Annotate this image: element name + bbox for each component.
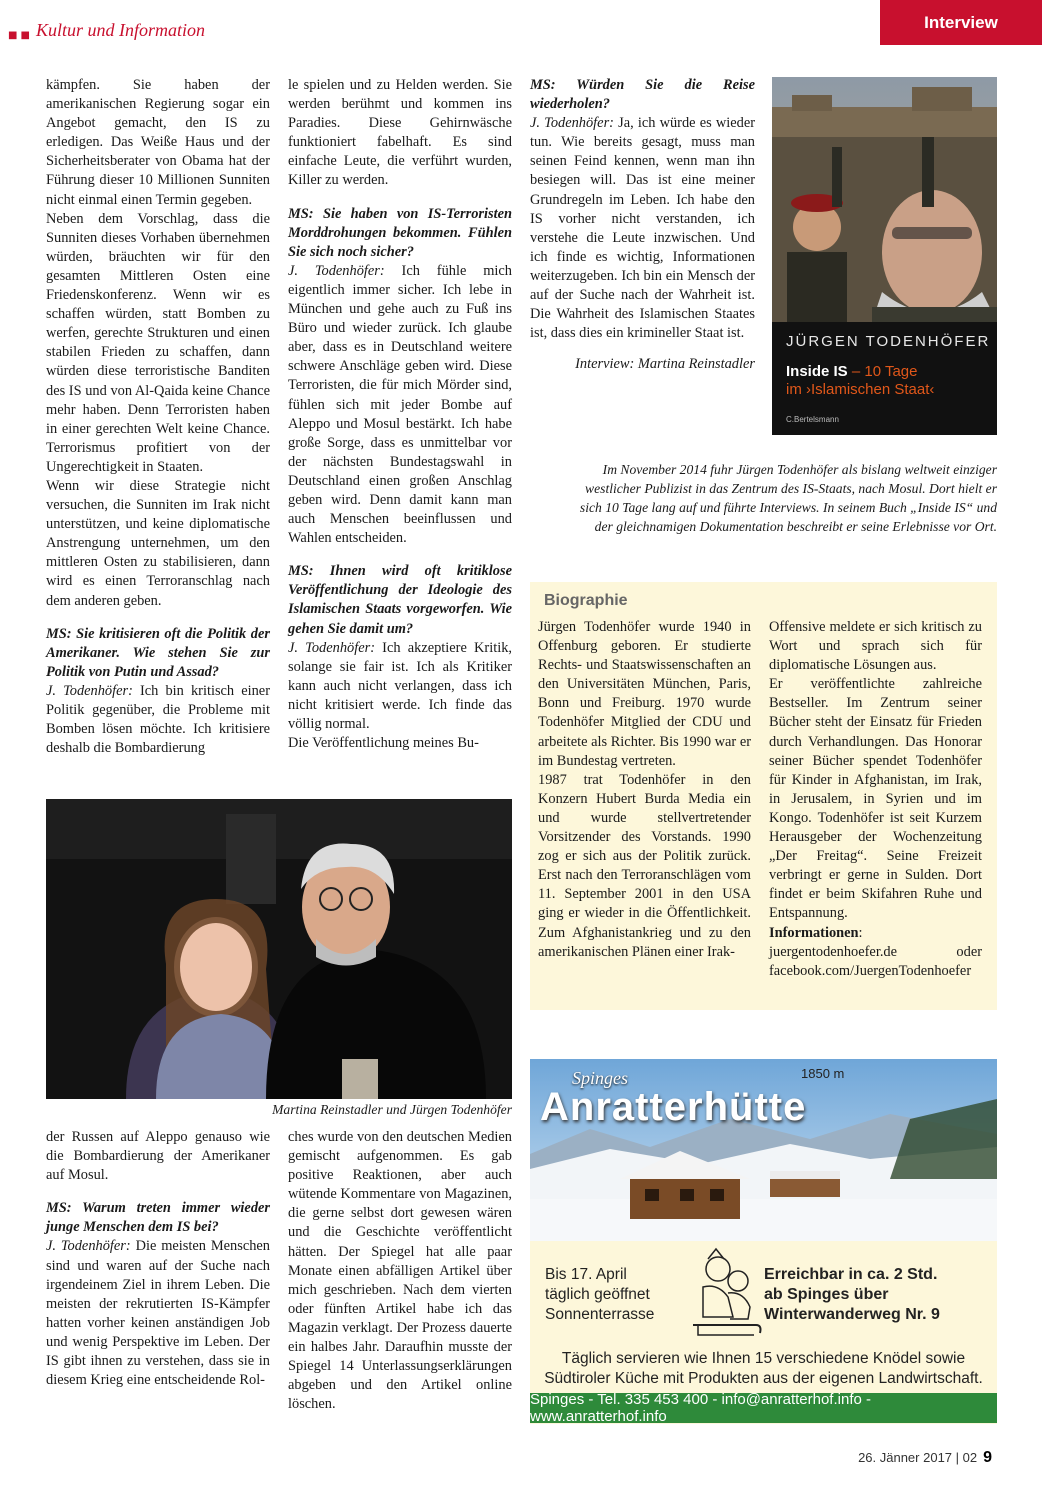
biography-heading: Biographie (544, 592, 628, 609)
biography-box (530, 582, 997, 1010)
ad-opening: Bis 17. April täglich geöffnet Sonnenterrasse (545, 1266, 655, 1323)
ad-info (530, 1241, 997, 1424)
sledge-mascot-icon (688, 1247, 763, 1345)
ad-reachability: Erreichbar in ca. 2 Std. ab Spinges über Winterwanderweg Nr. 9 (764, 1266, 940, 1323)
answer: J. Todenhöfer: Ich fühle mich eigentlich immer sicher. Ich lebe in München und gehe auch zu Fuß ins Büro und wieder zurück. Ich glaube aber, dass es in Deutschland weitere schwere Anschläge geben wird. Diese Terroristen, die für mich Mörder sind, fühlen sich mit jeder Bombe auf Aleppo und Mosul bestärkt. Ich habe große Sorge, dass es unmittelbar vor der nächsten Bundestagswahl in Deutschland einen großen Anschlag geben wird. Denn damit kann man auch Menschen beeinflussen und Wahlen entscheiden. (288, 262, 513, 547)
ad-contact-bar: Spinges - Tel. 335 453 400 - info@anratterhof.info - www.anratterhof.info (530, 1393, 997, 1423)
paragraph: Jürgen Todenhöfer wurde 1940 in Offenburg geboren. Er studierte Rechts- und Staatswissenschaften an den Universitäten München, Paris, Bonn und Freiburg. 1970 wurde Todenhöfer Mitglied der CDU und arbeitete als Richter. Bis 1990 war er im Bundestag vertreten. (538, 619, 751, 769)
book-subtitle: im ›Islamischen Staat‹ (786, 381, 935, 398)
paragraph: Neben dem Vorschlag, dass die Sunniten dieses Vorhaben übernehmen würden, bräuchten wir für den gesamten Mittleren Osten eine Friedenskonferenz. Wenn wir es schaffen würden, statt Bomben zu werfen, gerechte Strukturen und einen stabilen Frieden zu schaffen, dann würden diese terroristische Banditen des IS und von Al-Qaida keine Chance mehr haben. Denn Terroristen haben in einer gerechten Welt keine Chance. Terrorismus profitiert von der Ungerechtigkeit in Staaten. (46, 210, 270, 475)
info-label: Informationen (769, 924, 859, 941)
column-1-bottom (46, 1128, 270, 1390)
paragraph: Er veröffentlichte zahlreiche Bestseller. Im Zentrum seiner Bücher steht der Einsatz für Frieden durch Verhandlungen. Das Honorar seiner Bücher spendet Todenhöfer für Kinder in Afghanistan, im Irak, in Jerusalem, in Syrien und im Kongo. Todenhöfer ist seit Kurzem Herausgeber der Wochenzeitung „Der Freitag“. Seine Freizeit verbringt er gerne in Sulden. Dort findet er beim Skifahren Ruhe und Entspannung. (769, 676, 982, 922)
book-author: JÜRGEN TODENHÖFER (786, 333, 991, 350)
answer: J. Todenhöfer: Ich bin kritisch einer Politik gegenüber, die Probleme mit Bomben lösen möchte. Ich kritisiere deshalb die Bombardierung (46, 682, 270, 757)
book-cover-photo (772, 77, 997, 322)
biography-column-2 (769, 618, 982, 981)
question: MS: Würden Sie die Reise wiederholen? (530, 77, 755, 113)
advertisement (530, 1059, 997, 1424)
paragraph: Offensive meldete er sich kritisch zu Wort und sprach sich für diplomatische Lösungen aus. (769, 619, 982, 674)
ad-altitude: 1850 m (801, 1066, 845, 1081)
question: MS: Sie kritisieren oft die Politik der Amerikaner. Wie stehen Sie zur Politik von Putin und Assad? (46, 625, 270, 680)
column-1 (46, 76, 270, 758)
issue-date: 26. Jänner 2017 | 02 (858, 1450, 978, 1465)
photo-caption: Martina Reinstadler und Jürgen Todenhöfer (272, 1102, 512, 1117)
book-title: Inside IS – 10 Tage (786, 363, 918, 380)
page-footer (858, 1449, 992, 1467)
answer: J. Todenhöfer: Ich akzeptiere Kritik, solange sie fair ist. Ich als Kritiker kann auch nicht verlangen, dass ich nicht kritisiert werde. Ich finde das völlig normal. (288, 639, 513, 732)
speaker: J. Todenhöfer: (288, 639, 375, 656)
column-2 (288, 76, 512, 753)
header-dots: ■■ (8, 30, 33, 41)
speaker: J. Todenhöfer: (46, 682, 133, 699)
question: MS: Sie haben von IS-Terroristen Morddrohungen bekommen. Fühlen Sie sich noch sicher? (288, 205, 512, 260)
ad-spinges: Spinges (572, 1068, 628, 1088)
paragraph: der Russen auf Aleppo genauso wie die Bombardierung der Amerikaner auf Mosul. (46, 1129, 270, 1184)
biography-column-1 (538, 618, 751, 962)
question: MS: Ihnen wird oft kritiklose Veröffentlichung der Ideologie des Islamischen Staats vorgeworfen. Wie gehen Sie damit um? (288, 563, 512, 637)
interview-tag: Interview (880, 0, 1042, 45)
page-number: 9 (983, 1449, 992, 1466)
info-line: Informationen: juergentodenhoefer.de oder facebook.com/JuergenTodenhoefer (769, 924, 982, 979)
ad-cuisine: Täglich servieren wie Ihnen 15 verschiedene Knödel sowie Südtiroler Küche mit Produkten aus der eigenen Landwirtschaft. (544, 1350, 983, 1387)
book-publisher: C.Bertelsmann (786, 415, 839, 424)
paragraph: Wenn wir diese Strategie nicht versuchen, die Sunniten im Irak nicht unterstützen, und keine diplomatische Anstrengung unternehmen, um den mittleren Osten zu stabilisieren, dann wird es einen Terroranschlag nach dem anderen geben. (46, 477, 270, 609)
book-caption: Im November 2014 fuhr Jürgen Todenhöfer als bislang weltweit einziger westlicher Publizist in das Zentrum des IS-Staats, nach Mosul. Dort hielt er sich 10 Tage lang auf und führte Interviews. In seinem Buch „Inside IS“ und der gleichnamigen Dokumentation beschreibt er seine Erlebnisse vor Ort. (579, 462, 997, 534)
speaker: J. Todenhöfer: (288, 262, 385, 279)
paragraph: le spielen und zu Helden werden. Sie werden berühmt und kommen ins Paradies. Diese Gehirnwäsche funktioniert fabelhaft. Es sind einfache Leute, die verführt wurden, Killer zu werden. (288, 77, 512, 189)
answer: J. Todenhöfer: Die meisten Menschen sind und waren auf der Suche nach irgendeinem Ziel in ihrem Leben. Die meisten der rekrutierten IS-Kämpfer hatten vorher keinen anständigen Job und wenig Perspektive im Leben. Der IS gibt ihnen zu verstehen, dass sie in diesem Krieg eine entscheidende Rol- (46, 1238, 270, 1389)
speaker: J. Todenhöfer: (46, 1238, 131, 1255)
speaker: J. Todenhöfer: (530, 115, 614, 132)
question: MS: Warum treten immer wieder junge Menschen dem IS bei? (46, 1200, 270, 1236)
column-2-bottom (288, 1128, 512, 1414)
paragraph: 1987 trat Todenhöfer in den Konzern Hubert Burda Media ein und wurde stellvertretender Vorsitzender des Vorstands. 1990 zog er sich aus der Politik zurück. Erst nach den Terroranschlägen vom 11. September 2001 in den USA ging er wieder in die Öffentlichkeit. Zum Afghanistankrieg und zu den amerikanischen Plänen einer Irak- (538, 771, 751, 960)
column-3 (530, 76, 755, 374)
paragraph: kämpfen. Sie haben der amerikanischen Regierung sogar ein Angebot gemacht, den IS zu erledigen. Das Weiße Haus und der Sicherheitsberater von Obama hat der Führung dieser 10 Millionen Sunniten nicht einmal einen Termin gegeben. (46, 77, 270, 208)
book-cover (772, 77, 997, 435)
paragraph: Die Veröffentlichung meines Bu- (288, 735, 479, 752)
section-title: Kultur und Information (36, 20, 206, 40)
answer: J. Todenhöfer: Ja, ich würde es wieder tun. Wie bereits gesagt, muss man seinen Feind kennen, wenn man ihn besiegen will. Das ist eine meiner Grundregeln im Leben. Ich habe den IS vorher nicht verstanden, ich verstehe die Leute inzwischen. Und ich finde es wichtig, Informationen weiterzugeben. Ich bin ein Mensch der auf der Suche nach der Wahrheit ist. Die Wahrheit des Islamischen Staates ist, dass dies ein krimineller Staat ist. (530, 115, 755, 342)
ad-hut-name: Anratterhütte (540, 1085, 807, 1129)
paragraph: ches wurde von den deutschen Medien gemischt aufgenommen. Es gab positive Reaktionen, aber auch wütende Kommentare von Magazinen, die gerne selbst dort gewesen wären und die Geschichte veröffentlicht hätten. Der Spiegel hat alle paar Monate einen abfälligen Artikel über mich geschrieben. Nach dem vierten oder fünften Artikel habe ich das Magazin verklagt. Der Prozess dauerte ein halbes Jahr. Daraufhin musste der Spiegel 14 Unterlassungserklärungen abgeben und den Artikel online löschen. (288, 1129, 512, 1413)
interview-photo (46, 799, 512, 1099)
interview-credit: Interview: Martina Reinstadler (575, 356, 755, 373)
